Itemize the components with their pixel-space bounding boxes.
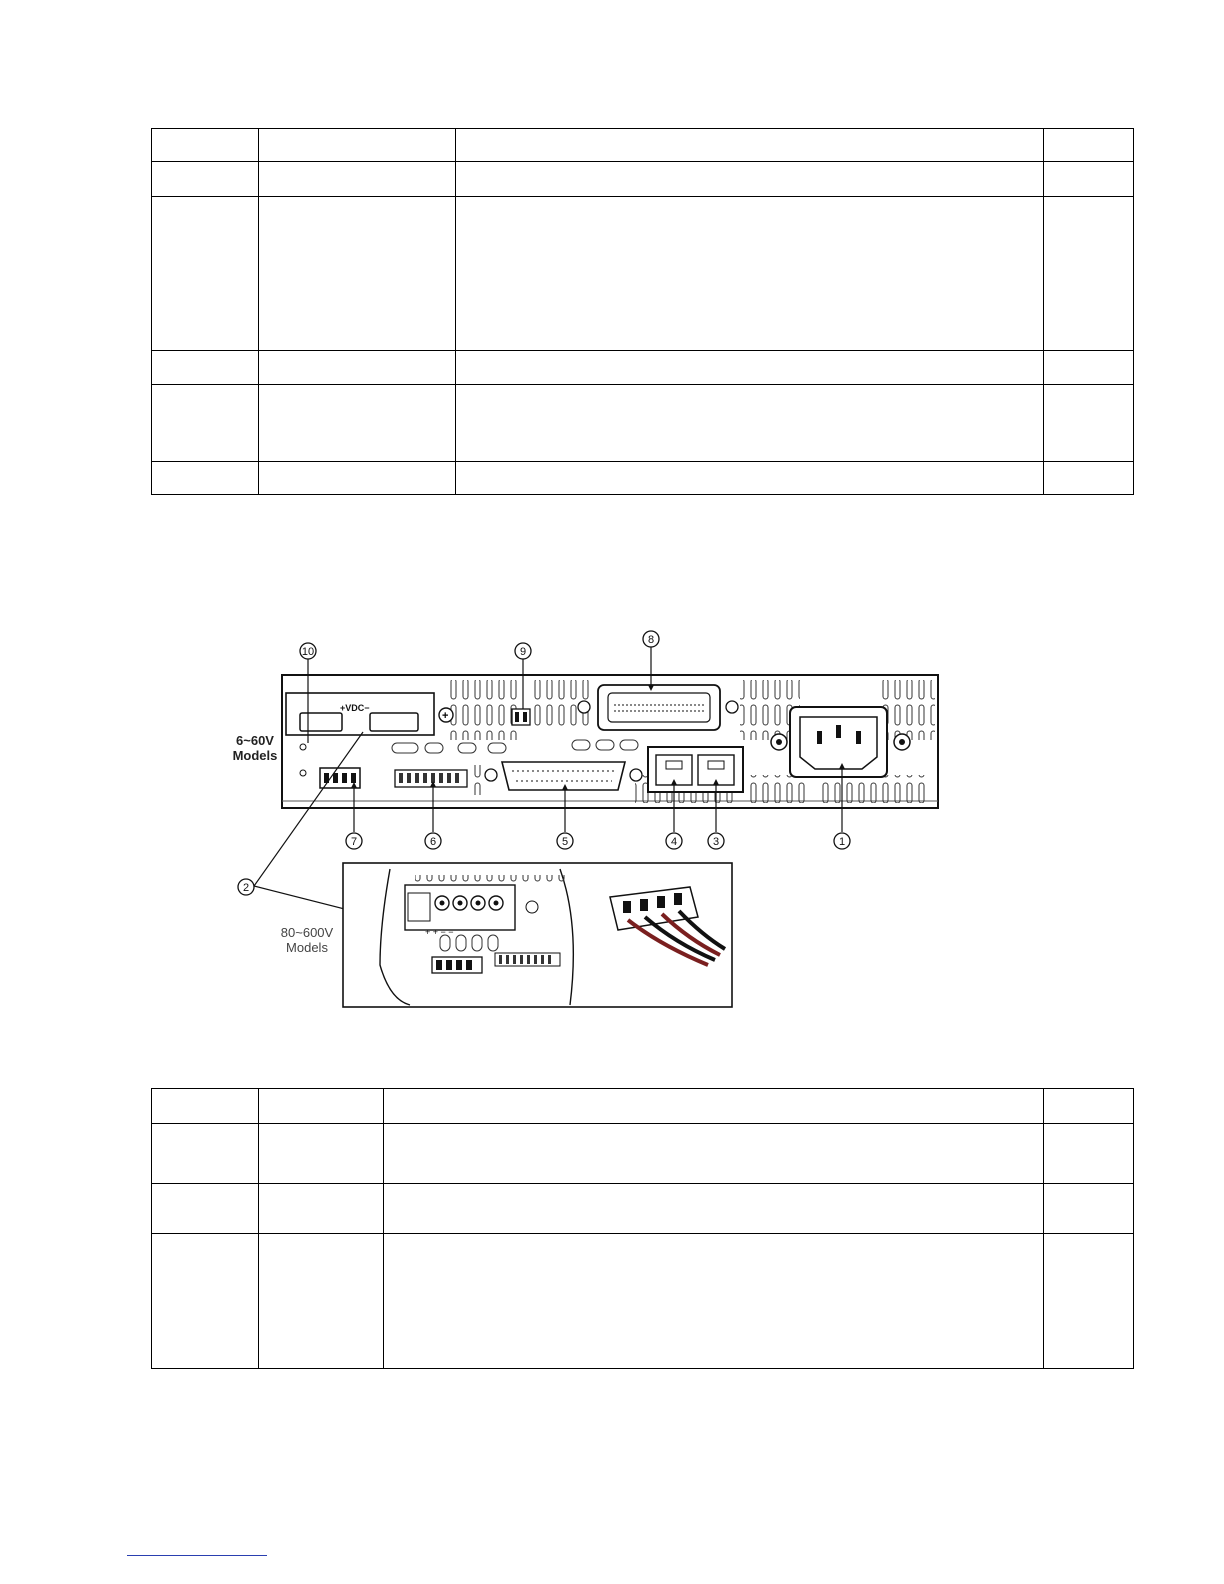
- table-cell: [152, 129, 259, 162]
- table-row: [152, 162, 1134, 197]
- table-row: [152, 462, 1134, 495]
- table-cell: [259, 1234, 384, 1369]
- callout-number-icon: 10: [301, 646, 315, 658]
- table-cell: [152, 385, 259, 462]
- table-cell: [1044, 385, 1134, 462]
- rear-panel-drawing: [220, 625, 950, 1015]
- table-cell: [1044, 1089, 1134, 1124]
- svg-text:8: 8: [647, 634, 655, 646]
- table-cell: [1044, 162, 1134, 197]
- table-cell: [456, 462, 1044, 495]
- callout-number-icon: [300, 643, 316, 659]
- table-cell: [1044, 1184, 1134, 1234]
- svg-text:+: +: [442, 710, 449, 722]
- table-cell: [1044, 1124, 1134, 1184]
- table-cell: [1044, 351, 1134, 385]
- table-cell: [456, 162, 1044, 197]
- table-cell: [384, 1234, 1044, 1369]
- table-cell: [152, 1184, 259, 1234]
- table-cell: [152, 162, 259, 197]
- table-cell: [152, 1124, 259, 1184]
- svg-text:+ + − −: + + − −: [425, 927, 454, 937]
- table-cell: [1044, 462, 1134, 495]
- table-cell: [456, 197, 1044, 351]
- table-row: [152, 1089, 1134, 1124]
- feature-table-top: [151, 128, 1134, 495]
- table-cell: [259, 351, 456, 385]
- table-cell: [456, 129, 1044, 162]
- table-cell: [456, 385, 1044, 462]
- table-cell: [259, 1124, 384, 1184]
- table-row: [152, 385, 1134, 462]
- table-cell: [1044, 197, 1134, 351]
- table-cell: [152, 197, 259, 351]
- table-cell: [259, 385, 456, 462]
- rear-panel-figure: [220, 625, 950, 1015]
- svg-text:3: 3: [712, 836, 720, 848]
- table-cell: [259, 197, 456, 351]
- table-cell: [259, 1184, 384, 1234]
- table-row: [152, 351, 1134, 385]
- feature-table-bottom: [151, 1088, 1134, 1369]
- svg-text:2: 2: [242, 882, 250, 894]
- vdc-marking: +VDC−: [340, 703, 370, 713]
- svg-text:5: 5: [561, 836, 569, 848]
- svg-text:6: 6: [429, 836, 437, 848]
- table-cell: [1044, 129, 1134, 162]
- table-cell: [456, 351, 1044, 385]
- svg-text:1: 1: [838, 836, 846, 848]
- table-row: [152, 197, 1134, 351]
- table-row: [152, 1124, 1134, 1184]
- table-cell: [384, 1089, 1044, 1124]
- table-cell: [152, 351, 259, 385]
- footer-link-underline: [127, 1555, 267, 1556]
- table-cell: [259, 129, 456, 162]
- svg-text:7: 7: [350, 836, 358, 848]
- table-cell: [259, 462, 456, 495]
- high-voltage-models-label: 80~600V Models: [280, 925, 334, 955]
- table-row: [152, 1234, 1134, 1369]
- svg-text:4: 4: [670, 836, 678, 848]
- table-cell: [384, 1124, 1044, 1184]
- svg-text:9: 9: [519, 646, 527, 658]
- table-cell: [259, 162, 456, 197]
- table-cell: [152, 1234, 259, 1369]
- table-cell: [152, 1089, 259, 1124]
- table-cell: [384, 1184, 1044, 1234]
- low-voltage-models-label: 6~60V Models: [232, 733, 278, 763]
- table-row: [152, 129, 1134, 162]
- table-cell: [152, 462, 259, 495]
- table-cell: [1044, 1234, 1134, 1369]
- table-row: [152, 1184, 1134, 1234]
- table-cell: [259, 1089, 384, 1124]
